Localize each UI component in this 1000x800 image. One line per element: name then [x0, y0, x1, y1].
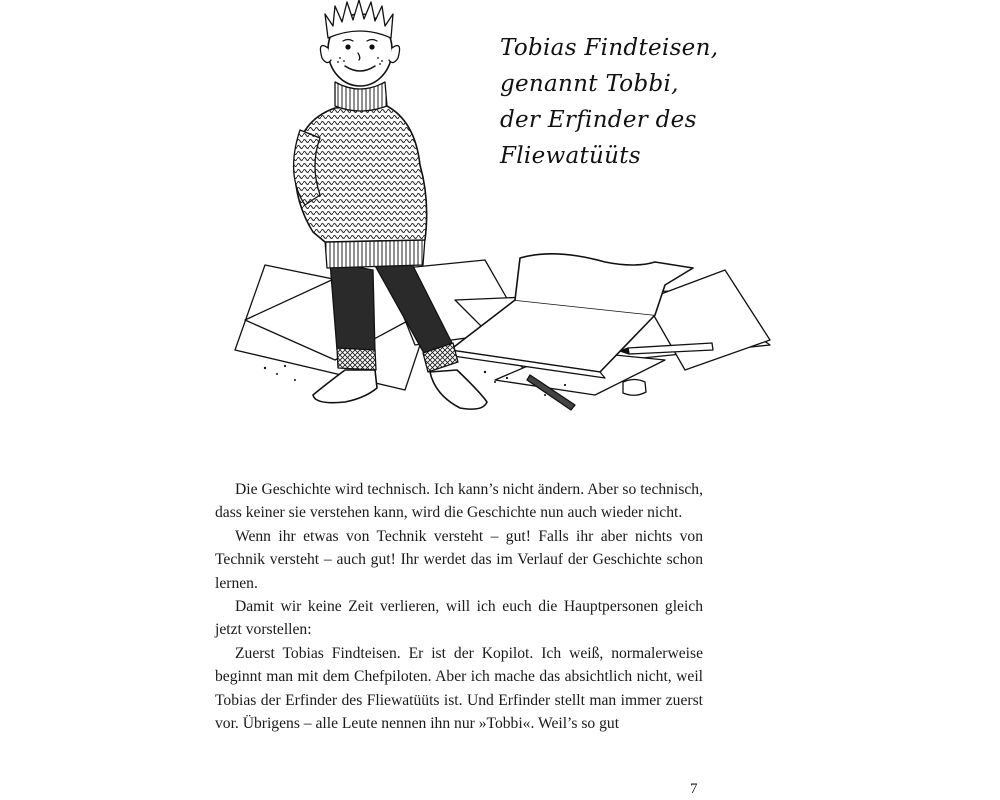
caption-line: Fliewatüüts: [500, 143, 641, 169]
body-text: [215, 478, 703, 735]
paragraph: Die Geschichte wird technisch. Ich kann’s nicht ändern. Aber so technisch, dass keiner sie verstehen kann, wird die Geschichte nun auch wieder nicht.: [215, 481, 703, 522]
paragraph: Damit wir keine Zeit verlieren, will ich euch die Hauptpersonen gleich jetzt vorstellen:: [215, 598, 703, 639]
caption-line: Tobias Findteisen,: [500, 35, 719, 61]
handwritten-caption: [500, 30, 730, 174]
page-number: 7: [690, 781, 698, 797]
caption-line: der Erfinder des: [500, 107, 697, 133]
caption-line: genannt Tobbi,: [500, 71, 679, 97]
paragraph: Wenn ihr etwas von Technik versteht – gut! Falls ihr aber nichts von Technik versteht – auch gut! Ihr werdet das im Verlauf der Geschichte schon lernen.: [215, 527, 703, 592]
paragraph: Zuerst Tobias Findteisen. Er ist der Kopilot. Ich weiß, normalerweise beginnt man mit dem Chefpiloten. Aber ich mache das absichtlich nicht, weil Tobias der Erfinder des Fliewatüüts ist. Und Erfinder stellt man immer zuerst vor. Übrigens – alle Leute nennen ihn nur »Tobbi«. Weil’s so gut: [215, 644, 703, 733]
